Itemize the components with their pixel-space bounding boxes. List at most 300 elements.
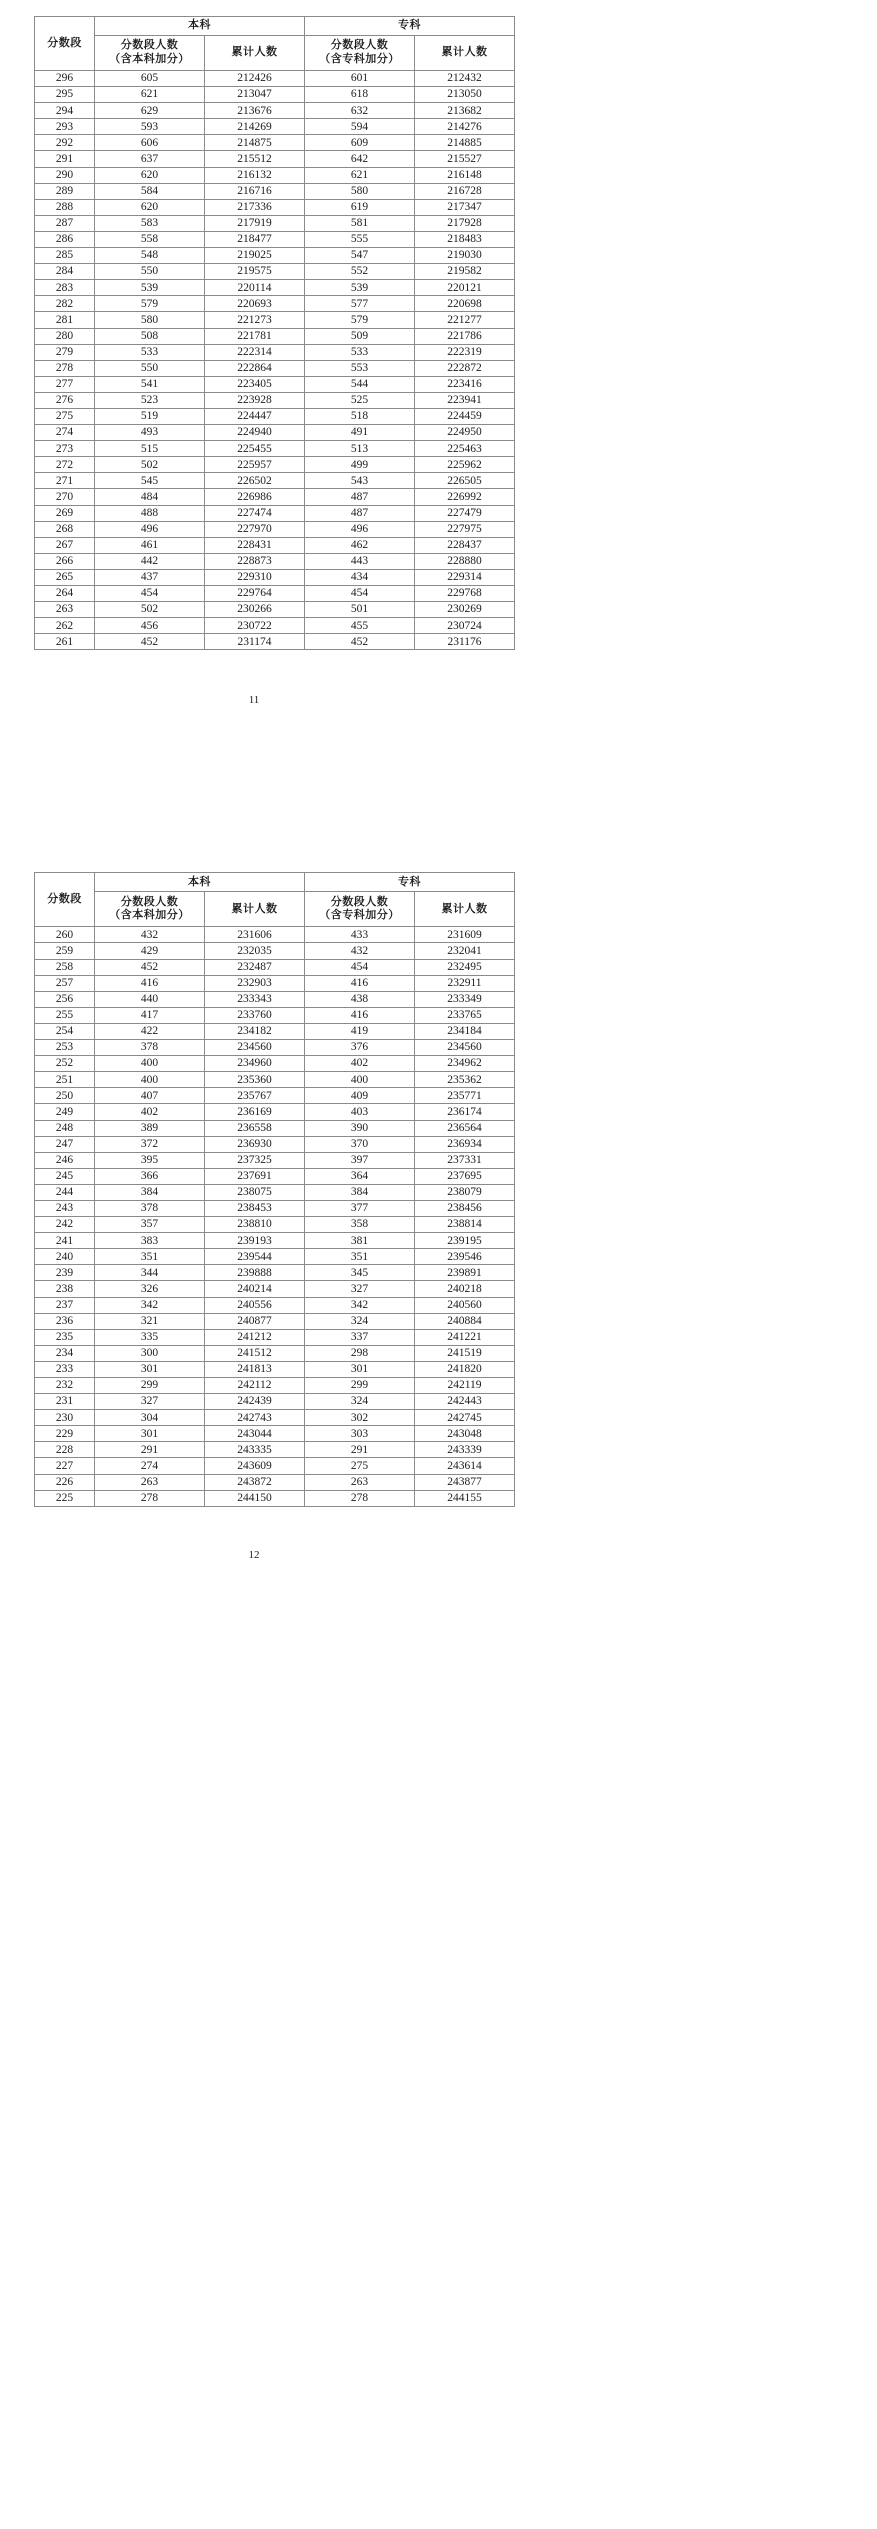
- cell-vocational-cumulative: 234560: [415, 1040, 515, 1056]
- cell-undergrad-count: 496: [95, 521, 205, 537]
- table-row: [35, 505, 515, 521]
- cell-score-segment: 234: [35, 1345, 95, 1361]
- cell-undergrad-count: 357: [95, 1217, 205, 1233]
- table-row: [35, 264, 515, 280]
- cell-undergrad-cumulative: 216132: [205, 167, 305, 183]
- col-header-vocational-cumulative: 累计人数: [415, 892, 515, 927]
- table-row: [35, 1007, 515, 1023]
- cell-undergrad-count: 523: [95, 392, 205, 408]
- cell-undergrad-count: 351: [95, 1249, 205, 1265]
- cell-undergrad-count: 274: [95, 1458, 205, 1474]
- cell-score-segment: 229: [35, 1426, 95, 1442]
- cell-undergrad-count: 429: [95, 943, 205, 959]
- header-group-row: [35, 17, 515, 36]
- cell-score-segment: 290: [35, 167, 95, 183]
- cell-score-segment: 248: [35, 1120, 95, 1136]
- cell-score-segment: 262: [35, 618, 95, 634]
- cell-undergrad-count: 539: [95, 280, 205, 296]
- cell-vocational-cumulative: 222872: [415, 360, 515, 376]
- cell-score-segment: 292: [35, 135, 95, 151]
- cell-undergrad-cumulative: 229764: [205, 586, 305, 602]
- cell-vocational-count: 327: [305, 1281, 415, 1297]
- cell-vocational-count: 303: [305, 1426, 415, 1442]
- cell-undergrad-cumulative: 224940: [205, 425, 305, 441]
- cell-score-segment: 227: [35, 1458, 95, 1474]
- cell-score-segment: 268: [35, 521, 95, 537]
- cell-undergrad-count: 304: [95, 1410, 205, 1426]
- cell-undergrad-count: 550: [95, 264, 205, 280]
- table-row: [35, 521, 515, 537]
- cell-vocational-count: 601: [305, 71, 415, 87]
- cell-vocational-count: 390: [305, 1120, 415, 1136]
- table-row: [35, 927, 515, 943]
- table-row: [35, 569, 515, 585]
- cell-score-segment: 250: [35, 1088, 95, 1104]
- cell-undergrad-cumulative: 233343: [205, 991, 305, 1007]
- cell-score-segment: 226: [35, 1474, 95, 1490]
- cell-vocational-cumulative: 235362: [415, 1072, 515, 1088]
- table-row: [35, 248, 515, 264]
- bottom-margin: [0, 1561, 877, 1601]
- cell-score-segment: 241: [35, 1233, 95, 1249]
- cell-vocational-count: 543: [305, 473, 415, 489]
- cell-vocational-count: 324: [305, 1394, 415, 1410]
- cell-undergrad-count: 327: [95, 1394, 205, 1410]
- table-row: [35, 473, 515, 489]
- cell-vocational-count: 275: [305, 1458, 415, 1474]
- table-row: [35, 991, 515, 1007]
- cell-score-segment: 260: [35, 927, 95, 943]
- table-row: [35, 1313, 515, 1329]
- table-row: [35, 553, 515, 569]
- cell-vocational-cumulative: 243339: [415, 1442, 515, 1458]
- table-row: [35, 87, 515, 103]
- cell-vocational-cumulative: 231609: [415, 927, 515, 943]
- cell-undergrad-count: 605: [95, 71, 205, 87]
- table-row: [35, 392, 515, 408]
- cell-score-segment: 233: [35, 1361, 95, 1377]
- cell-vocational-count: 642: [305, 151, 415, 167]
- cell-undergrad-count: 579: [95, 296, 205, 312]
- cell-score-segment: 247: [35, 1136, 95, 1152]
- cell-score-segment: 269: [35, 505, 95, 521]
- document-page-1: [0, 0, 877, 706]
- table-row: [35, 215, 515, 231]
- table-row: [35, 280, 515, 296]
- score-segment-table-page-2: [34, 872, 515, 1506]
- table-row: [35, 586, 515, 602]
- cell-undergrad-cumulative: 243609: [205, 1458, 305, 1474]
- cell-undergrad-cumulative: 240877: [205, 1313, 305, 1329]
- cell-vocational-count: 416: [305, 1007, 415, 1023]
- cell-vocational-count: 278: [305, 1490, 415, 1506]
- table-row: [35, 943, 515, 959]
- cell-vocational-cumulative: 230724: [415, 618, 515, 634]
- cell-undergrad-cumulative: 237325: [205, 1152, 305, 1168]
- table-row: [35, 1426, 515, 1442]
- cell-vocational-count: 443: [305, 553, 415, 569]
- cell-undergrad-count: 454: [95, 586, 205, 602]
- table-row: [35, 537, 515, 553]
- page-gap: [0, 706, 877, 856]
- cell-vocational-cumulative: 236934: [415, 1136, 515, 1152]
- cell-undergrad-cumulative: 232903: [205, 975, 305, 991]
- cell-undergrad-cumulative: 240556: [205, 1297, 305, 1313]
- cell-undergrad-count: 620: [95, 199, 205, 215]
- cell-score-segment: 291: [35, 151, 95, 167]
- cell-vocational-cumulative: 235771: [415, 1088, 515, 1104]
- cell-score-segment: 253: [35, 1040, 95, 1056]
- cell-undergrad-count: 533: [95, 344, 205, 360]
- header-sub-row: [35, 892, 515, 927]
- cell-undergrad-cumulative: 212426: [205, 71, 305, 87]
- cell-vocational-cumulative: 215527: [415, 151, 515, 167]
- cell-score-segment: 254: [35, 1023, 95, 1039]
- cell-undergrad-count: 541: [95, 376, 205, 392]
- cell-undergrad-count: 488: [95, 505, 205, 521]
- cell-undergrad-cumulative: 241212: [205, 1329, 305, 1345]
- cell-score-segment: 249: [35, 1104, 95, 1120]
- cell-vocational-cumulative: 242119: [415, 1378, 515, 1394]
- cell-undergrad-count: 484: [95, 489, 205, 505]
- cell-vocational-cumulative: 216148: [415, 167, 515, 183]
- col-group-header-undergrad: 本科: [95, 17, 305, 36]
- cell-undergrad-cumulative: 241813: [205, 1361, 305, 1377]
- cell-vocational-count: 609: [305, 135, 415, 151]
- cell-score-segment: 259: [35, 943, 95, 959]
- table-body-page-1: [35, 71, 515, 650]
- cell-undergrad-count: 407: [95, 1088, 205, 1104]
- col-header-undergrad-count-line2: （含本科加分）: [109, 909, 190, 922]
- cell-vocational-count: 432: [305, 943, 415, 959]
- cell-vocational-cumulative: 214885: [415, 135, 515, 151]
- cell-undergrad-cumulative: 213676: [205, 103, 305, 119]
- table-row: [35, 1265, 515, 1281]
- cell-vocational-count: 342: [305, 1297, 415, 1313]
- cell-undergrad-count: 291: [95, 1442, 205, 1458]
- cell-undergrad-cumulative: 230266: [205, 602, 305, 618]
- cell-vocational-cumulative: 233765: [415, 1007, 515, 1023]
- cell-undergrad-cumulative: 214269: [205, 119, 305, 135]
- cell-vocational-cumulative: 242443: [415, 1394, 515, 1410]
- table-row: [35, 167, 515, 183]
- table-row: [35, 1281, 515, 1297]
- col-header-vocational-count-line2: （含专科加分）: [319, 53, 400, 65]
- col-group-header-vocational: 专科: [305, 873, 515, 892]
- cell-vocational-cumulative: 228437: [415, 537, 515, 553]
- cell-vocational-cumulative: 227479: [415, 505, 515, 521]
- cell-vocational-count: 381: [305, 1233, 415, 1249]
- cell-score-segment: 284: [35, 264, 95, 280]
- cell-vocational-count: 496: [305, 521, 415, 537]
- col-header-undergrad-count-line1: 分数段人数: [120, 895, 179, 908]
- cell-undergrad-count: 326: [95, 1281, 205, 1297]
- cell-undergrad-cumulative: 242112: [205, 1378, 305, 1394]
- score-segment-table-page-1: [34, 16, 515, 650]
- col-header-vocational-cumulative: 累计人数: [415, 36, 515, 71]
- table-row: [35, 1458, 515, 1474]
- cell-undergrad-cumulative: 243335: [205, 1442, 305, 1458]
- cell-score-segment: 296: [35, 71, 95, 87]
- cell-vocational-cumulative: 236564: [415, 1120, 515, 1136]
- cell-undergrad-count: 583: [95, 215, 205, 231]
- cell-vocational-count: 337: [305, 1329, 415, 1345]
- cell-vocational-count: 577: [305, 296, 415, 312]
- cell-vocational-cumulative: 223941: [415, 392, 515, 408]
- cell-score-segment: 252: [35, 1056, 95, 1072]
- cell-undergrad-count: 452: [95, 634, 205, 650]
- table-row: [35, 1394, 515, 1410]
- cell-vocational-cumulative: 236174: [415, 1104, 515, 1120]
- cell-score-segment: 270: [35, 489, 95, 505]
- cell-undergrad-cumulative: 215512: [205, 151, 305, 167]
- cell-undergrad-cumulative: 236169: [205, 1104, 305, 1120]
- cell-score-segment: 271: [35, 473, 95, 489]
- cell-vocational-cumulative: 234184: [415, 1023, 515, 1039]
- cell-undergrad-count: 366: [95, 1168, 205, 1184]
- cell-score-segment: 288: [35, 199, 95, 215]
- table-row: [35, 408, 515, 424]
- cell-vocational-cumulative: 240884: [415, 1313, 515, 1329]
- cell-undergrad-cumulative: 231174: [205, 634, 305, 650]
- cell-undergrad-count: 300: [95, 1345, 205, 1361]
- cell-vocational-count: 544: [305, 376, 415, 392]
- cell-vocational-cumulative: 240560: [415, 1297, 515, 1313]
- cell-vocational-cumulative: 238456: [415, 1200, 515, 1216]
- cell-undergrad-count: 417: [95, 1007, 205, 1023]
- cell-vocational-cumulative: 243877: [415, 1474, 515, 1490]
- cell-undergrad-count: 548: [95, 248, 205, 264]
- cell-vocational-count: 518: [305, 408, 415, 424]
- cell-score-segment: 235: [35, 1329, 95, 1345]
- cell-undergrad-cumulative: 234182: [205, 1023, 305, 1039]
- cell-score-segment: 240: [35, 1249, 95, 1265]
- cell-vocational-count: 351: [305, 1249, 415, 1265]
- page-number-page-1: 11: [248, 694, 260, 707]
- table-row: [35, 1490, 515, 1506]
- cell-vocational-cumulative: 240218: [415, 1281, 515, 1297]
- cell-undergrad-count: 637: [95, 151, 205, 167]
- cell-undergrad-cumulative: 223405: [205, 376, 305, 392]
- table-row: [35, 1040, 515, 1056]
- cell-vocational-cumulative: 228880: [415, 553, 515, 569]
- cell-vocational-cumulative: 232911: [415, 975, 515, 991]
- cell-undergrad-count: 389: [95, 1120, 205, 1136]
- cell-undergrad-count: 278: [95, 1490, 205, 1506]
- table-row: [35, 119, 515, 135]
- table-row: [35, 1152, 515, 1168]
- cell-vocational-cumulative: 242745: [415, 1410, 515, 1426]
- cell-score-segment: 289: [35, 183, 95, 199]
- table-row: [35, 1184, 515, 1200]
- table-row: [35, 183, 515, 199]
- cell-vocational-cumulative: 219030: [415, 248, 515, 264]
- cell-vocational-count: 370: [305, 1136, 415, 1152]
- cell-undergrad-cumulative: 217919: [205, 215, 305, 231]
- cell-score-segment: 225: [35, 1490, 95, 1506]
- cell-undergrad-cumulative: 221273: [205, 312, 305, 328]
- col-header-score-segment: 分数段: [35, 17, 95, 71]
- cell-undergrad-cumulative: 224447: [205, 408, 305, 424]
- cell-undergrad-count: 395: [95, 1152, 205, 1168]
- cell-undergrad-count: 301: [95, 1426, 205, 1442]
- cell-undergrad-cumulative: 228431: [205, 537, 305, 553]
- table-row: [35, 618, 515, 634]
- cell-score-segment: 231: [35, 1394, 95, 1410]
- cell-undergrad-count: 629: [95, 103, 205, 119]
- cell-vocational-cumulative: 214276: [415, 119, 515, 135]
- col-header-vocational-count-line1: 分数段人数: [330, 895, 389, 908]
- cell-undergrad-count: 452: [95, 959, 205, 975]
- cell-undergrad-cumulative: 244150: [205, 1490, 305, 1506]
- col-header-undergrad-cumulative: 累计人数: [205, 36, 305, 71]
- cell-vocational-cumulative: 229314: [415, 569, 515, 585]
- cell-vocational-count: 419: [305, 1023, 415, 1039]
- cell-score-segment: 283: [35, 280, 95, 296]
- cell-score-segment: 230: [35, 1410, 95, 1426]
- table-row: [35, 1088, 515, 1104]
- cell-undergrad-count: 416: [95, 975, 205, 991]
- cell-score-segment: 245: [35, 1168, 95, 1184]
- cell-score-segment: 286: [35, 231, 95, 247]
- cell-undergrad-count: 515: [95, 441, 205, 457]
- cell-vocational-count: 509: [305, 328, 415, 344]
- cell-score-segment: 261: [35, 634, 95, 650]
- cell-vocational-count: 487: [305, 505, 415, 521]
- cell-vocational-count: 455: [305, 618, 415, 634]
- cell-vocational-count: 438: [305, 991, 415, 1007]
- table-row: [35, 1233, 515, 1249]
- cell-vocational-cumulative: 229768: [415, 586, 515, 602]
- cell-undergrad-cumulative: 222314: [205, 344, 305, 360]
- table-row: [35, 312, 515, 328]
- cell-vocational-cumulative: 213050: [415, 87, 515, 103]
- cell-vocational-cumulative: 239891: [415, 1265, 515, 1281]
- cell-undergrad-count: 383: [95, 1233, 205, 1249]
- table-row: [35, 975, 515, 991]
- cell-vocational-count: 433: [305, 927, 415, 943]
- cell-undergrad-count: 422: [95, 1023, 205, 1039]
- table-row: [35, 1474, 515, 1490]
- cell-vocational-count: 499: [305, 457, 415, 473]
- table-row: [35, 1168, 515, 1184]
- cell-vocational-cumulative: 226505: [415, 473, 515, 489]
- cell-vocational-cumulative: 213682: [415, 103, 515, 119]
- cell-vocational-cumulative: 230269: [415, 602, 515, 618]
- col-group-header-vocational: 专科: [305, 17, 515, 36]
- cell-undergrad-cumulative: 225455: [205, 441, 305, 457]
- cell-vocational-cumulative: 223416: [415, 376, 515, 392]
- cell-undergrad-count: 432: [95, 927, 205, 943]
- cell-undergrad-cumulative: 239544: [205, 1249, 305, 1265]
- score-table-wrapper-page-2: [34, 872, 488, 1506]
- cell-vocational-count: 358: [305, 1217, 415, 1233]
- cell-vocational-cumulative: 239195: [415, 1233, 515, 1249]
- cell-vocational-cumulative: 234962: [415, 1056, 515, 1072]
- cell-undergrad-count: 437: [95, 569, 205, 585]
- table-body-page-2: [35, 927, 515, 1506]
- cell-score-segment: 282: [35, 296, 95, 312]
- col-header-vocational-count: [305, 892, 415, 927]
- cell-undergrad-count: 456: [95, 618, 205, 634]
- cell-score-segment: 232: [35, 1378, 95, 1394]
- cell-vocational-count: 579: [305, 312, 415, 328]
- cell-score-segment: 244: [35, 1184, 95, 1200]
- cell-score-segment: 294: [35, 103, 95, 119]
- cell-vocational-count: 533: [305, 344, 415, 360]
- cell-vocational-cumulative: 233349: [415, 991, 515, 1007]
- cell-score-segment: 251: [35, 1072, 95, 1088]
- cell-undergrad-cumulative: 235360: [205, 1072, 305, 1088]
- cell-undergrad-count: 550: [95, 360, 205, 376]
- cell-undergrad-cumulative: 236930: [205, 1136, 305, 1152]
- table-row: [35, 457, 515, 473]
- cell-score-segment: 238: [35, 1281, 95, 1297]
- table-row: [35, 103, 515, 119]
- cell-vocational-count: 454: [305, 959, 415, 975]
- cell-undergrad-count: 593: [95, 119, 205, 135]
- table-row: [35, 425, 515, 441]
- cell-score-segment: 263: [35, 602, 95, 618]
- cell-undergrad-cumulative: 222864: [205, 360, 305, 376]
- cell-undergrad-cumulative: 235767: [205, 1088, 305, 1104]
- cell-undergrad-count: 400: [95, 1072, 205, 1088]
- cell-undergrad-count: 461: [95, 537, 205, 553]
- cell-undergrad-count: 502: [95, 602, 205, 618]
- table-row: [35, 1136, 515, 1152]
- cell-undergrad-count: 493: [95, 425, 205, 441]
- cell-undergrad-count: 344: [95, 1265, 205, 1281]
- cell-vocational-cumulative: 241820: [415, 1361, 515, 1377]
- cell-vocational-cumulative: 221277: [415, 312, 515, 328]
- col-header-vocational-count: [305, 36, 415, 71]
- cell-vocational-cumulative: 238814: [415, 1217, 515, 1233]
- table-header-page-1: [35, 17, 515, 71]
- cell-vocational-cumulative: 222319: [415, 344, 515, 360]
- table-row: [35, 1200, 515, 1216]
- col-group-header-undergrad: 本科: [95, 873, 305, 892]
- cell-vocational-count: 552: [305, 264, 415, 280]
- cell-undergrad-count: 580: [95, 312, 205, 328]
- cell-undergrad-cumulative: 220114: [205, 280, 305, 296]
- cell-vocational-count: 299: [305, 1378, 415, 1394]
- cell-vocational-count: 525: [305, 392, 415, 408]
- cell-vocational-cumulative: 241519: [415, 1345, 515, 1361]
- cell-undergrad-cumulative: 213047: [205, 87, 305, 103]
- cell-undergrad-cumulative: 216716: [205, 183, 305, 199]
- cell-score-segment: 255: [35, 1007, 95, 1023]
- cell-undergrad-cumulative: 219025: [205, 248, 305, 264]
- cell-vocational-count: 409: [305, 1088, 415, 1104]
- cell-undergrad-count: 263: [95, 1474, 205, 1490]
- table-row: [35, 1056, 515, 1072]
- cell-vocational-cumulative: 237331: [415, 1152, 515, 1168]
- cell-undergrad-cumulative: 242439: [205, 1394, 305, 1410]
- cell-score-segment: 276: [35, 392, 95, 408]
- cell-vocational-count: 416: [305, 975, 415, 991]
- cell-vocational-count: 263: [305, 1474, 415, 1490]
- cell-undergrad-cumulative: 239888: [205, 1265, 305, 1281]
- cell-undergrad-cumulative: 243872: [205, 1474, 305, 1490]
- cell-undergrad-count: 502: [95, 457, 205, 473]
- cell-score-segment: 277: [35, 376, 95, 392]
- cell-undergrad-cumulative: 218477: [205, 231, 305, 247]
- cell-undergrad-cumulative: 241512: [205, 1345, 305, 1361]
- table-row: [35, 1104, 515, 1120]
- cell-vocational-count: 581: [305, 215, 415, 231]
- cell-score-segment: 279: [35, 344, 95, 360]
- cell-undergrad-cumulative: 240214: [205, 1281, 305, 1297]
